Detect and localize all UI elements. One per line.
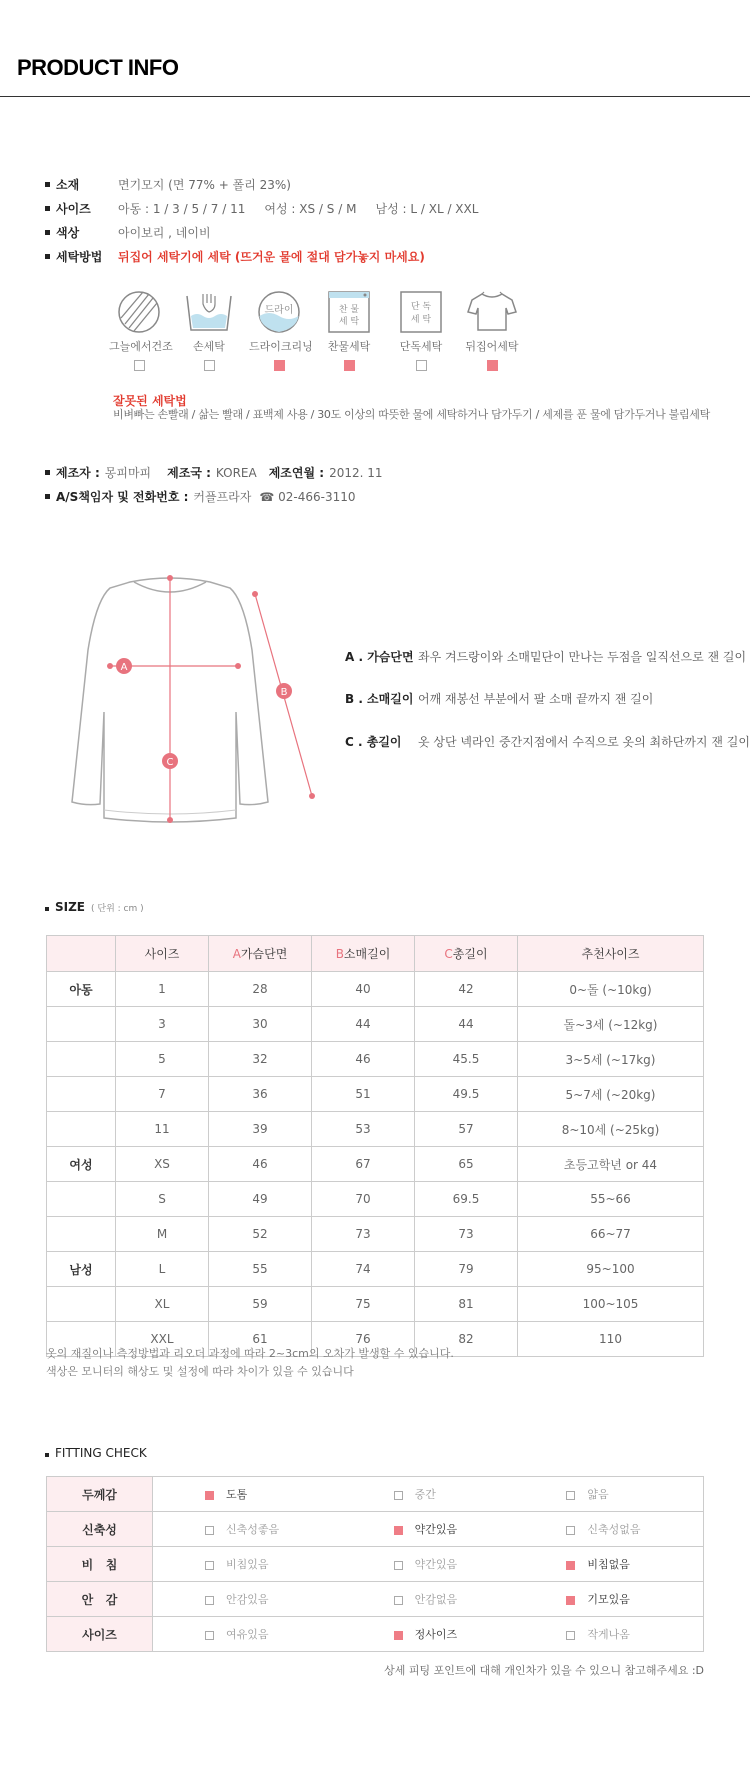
checkbox-icon xyxy=(566,1526,575,1535)
header-group xyxy=(47,936,116,972)
size-group-cell xyxy=(47,1112,116,1147)
fitting-option-label: 비침없음 xyxy=(587,1558,630,1571)
fitting-option-label: 여유있음 xyxy=(226,1628,269,1641)
sleeve-dot-bottom xyxy=(309,793,315,799)
svg-text:세 탁: 세 탁 xyxy=(410,315,432,325)
bullet-icon xyxy=(45,907,49,911)
sizes-label: 사이즈 xyxy=(56,202,91,216)
size-section-title xyxy=(45,900,144,914)
checkbox-icon xyxy=(566,1491,575,1500)
fitting-option xyxy=(153,1582,342,1617)
size-group-cell: 아동 xyxy=(47,972,116,1007)
sleeve-cell: 53 xyxy=(312,1112,415,1147)
measurement-diagram xyxy=(40,570,330,830)
length-cell: 73 xyxy=(415,1217,518,1252)
as-row xyxy=(45,488,356,505)
chest-cell: 49 xyxy=(209,1182,312,1217)
length-cell: 81 xyxy=(415,1287,518,1322)
recommend-cell: 110 xyxy=(518,1322,704,1357)
recommend-cell: 3~5세 (~17kg) xyxy=(518,1042,704,1077)
checked-box-icon xyxy=(566,1596,575,1605)
bullet-icon xyxy=(45,206,50,211)
wash-item-inside-out xyxy=(462,290,522,371)
sleeve-cell: 73 xyxy=(312,1217,415,1252)
size-group-cell xyxy=(47,1287,116,1322)
fitting-option-selected xyxy=(514,1547,703,1582)
length-cell: 65 xyxy=(415,1147,518,1182)
checkbox-icon xyxy=(394,1491,403,1500)
length-dot-top xyxy=(167,575,173,581)
checked-box-icon xyxy=(394,1526,403,1535)
fitting-footnote: 상세 피팅 포인트에 대해 개인차가 있을 수 있으니 참고해주세요 :D xyxy=(384,1664,704,1677)
header-sleeve: B소매길이 xyxy=(312,936,415,972)
fitting-row xyxy=(47,1582,704,1617)
size-table-row xyxy=(47,1007,704,1042)
wash-item-separate xyxy=(391,290,451,371)
size-table-row xyxy=(47,1217,704,1252)
size-cell: XXL xyxy=(116,1322,209,1357)
fitting-option-selected xyxy=(153,1477,342,1512)
size-cell: S xyxy=(116,1182,209,1217)
length-dot-bottom xyxy=(167,817,173,823)
sleeve-cell: 51 xyxy=(312,1077,415,1112)
checked-box-icon xyxy=(566,1561,575,1570)
fitting-row xyxy=(47,1617,704,1652)
chest-cell: 59 xyxy=(209,1287,312,1322)
colors-row xyxy=(45,224,211,241)
measure-desc: 옷 상단 넥라인 중간지점에서 수직으로 옷의 최하단까지 잰 길이 xyxy=(418,735,750,749)
material-row xyxy=(45,176,291,193)
sleeve-cell: 40 xyxy=(312,972,415,1007)
sleeve-cell: 76 xyxy=(312,1322,415,1357)
washing-label: 세탁방법 xyxy=(56,250,103,264)
inside-out-icon xyxy=(466,290,518,334)
chest-cell: 36 xyxy=(209,1077,312,1112)
bullet-icon xyxy=(45,230,50,235)
size-table-row xyxy=(47,1252,704,1287)
chest-cell: 39 xyxy=(209,1112,312,1147)
length-cell: 44 xyxy=(415,1007,518,1042)
bullet-icon xyxy=(45,1453,49,1457)
recommend-cell: 초등고학년 or 44 xyxy=(518,1147,704,1182)
size-cell: 11 xyxy=(116,1112,209,1147)
wash-label: 손세탁 xyxy=(193,340,225,353)
chest-cell: 55 xyxy=(209,1252,312,1287)
wash-checkbox xyxy=(204,360,215,371)
fitting-option xyxy=(153,1512,342,1547)
sleeve-cell: 46 xyxy=(312,1042,415,1077)
wash-label: 찬물세탁 xyxy=(327,340,371,353)
size-table-row xyxy=(47,972,704,1007)
fitting-option-label: 약간있음 xyxy=(414,1523,458,1536)
fitting-section-title xyxy=(45,1446,147,1460)
wash-item-shade-dry xyxy=(109,290,173,371)
size-note-1: 옷의 재질이나 측정방법과 리오더 과정에 따라 2~3cm의 오차가 발생할 수 있습니다. xyxy=(46,1347,454,1360)
fitting-option-selected xyxy=(342,1512,515,1547)
recommend-cell: 돌~3세 (~12kg) xyxy=(518,1007,704,1042)
material-label: 소재 xyxy=(56,178,80,192)
size-table-row xyxy=(47,1042,704,1077)
page-title: PRODUCT INFO xyxy=(17,55,179,80)
size-cell: XS xyxy=(116,1147,209,1182)
sleeve-cell: 74 xyxy=(312,1252,415,1287)
fitting-label: 사이즈 xyxy=(47,1617,153,1652)
header-chest: A가슴단면 xyxy=(209,936,312,972)
recommend-cell: 55~66 xyxy=(518,1182,704,1217)
chest-cell: 30 xyxy=(209,1007,312,1042)
length-cell: 82 xyxy=(415,1322,518,1357)
wash-label: 뒤집어세탁 xyxy=(465,340,519,353)
size-table xyxy=(46,935,704,1357)
fitting-table xyxy=(46,1476,704,1652)
size-group-cell xyxy=(47,1077,116,1112)
chest-cell: 61 xyxy=(209,1322,312,1357)
size-table-row xyxy=(47,1077,704,1112)
svg-text:찬 물: 찬 물 xyxy=(338,305,360,315)
wash-checkbox-checked xyxy=(487,360,498,371)
recommend-cell: 0~돌 (~10kg) xyxy=(518,972,704,1007)
size-group-cell: 여성 xyxy=(47,1147,116,1182)
wash-checkbox-checked xyxy=(274,360,285,371)
marker-a-label: A xyxy=(120,662,128,673)
fitting-label: 비 침 xyxy=(47,1547,153,1582)
cold-wash-icon xyxy=(327,290,371,334)
wrong-wash-title: 잘못된 세탁법 xyxy=(113,394,187,408)
fitting-label: 신축성 xyxy=(47,1512,153,1547)
as-label: A/S책임자 및 전화번호 : xyxy=(56,490,189,504)
header-recommend: 추천사이즈 xyxy=(518,936,704,972)
checked-box-icon xyxy=(394,1631,403,1640)
maker-row xyxy=(45,464,383,481)
fitting-row xyxy=(47,1477,704,1512)
size-table-row xyxy=(47,1182,704,1217)
size-table-header xyxy=(47,936,704,972)
as-value: 커플프라자 xyxy=(193,490,252,504)
washing-value: 뒤집어 세탁기에 세탁 (뜨거운 물에 절대 담가놓지 마세요) xyxy=(118,250,425,264)
fitting-label: 안 감 xyxy=(47,1582,153,1617)
checkbox-icon xyxy=(205,1561,214,1570)
measure-desc: 어깨 재봉선 부분에서 팔 소매 끝까지 잰 길이 xyxy=(418,692,654,706)
fitting-option-label: 기모있음 xyxy=(587,1593,630,1606)
sizes-value: 아동 : 1 / 3 / 5 / 7 / 11 여성 : XS / S / M 남성 : L / XL / XXL xyxy=(118,202,479,216)
sleeve-dot-top xyxy=(252,591,258,597)
chest-cell: 52 xyxy=(209,1217,312,1252)
size-note-2: 색상은 모니터의 해상도 및 설정에 따라 차이가 있을 수 있습니다 xyxy=(46,1365,354,1378)
measure-key: C . 총길이 xyxy=(345,735,402,749)
maker-label: 제조자 : xyxy=(56,466,100,480)
fitting-option-label: 신축성없음 xyxy=(587,1523,641,1536)
size-group-cell xyxy=(47,1217,116,1252)
chest-dot-left xyxy=(107,663,113,669)
separate-wash-icon xyxy=(399,290,443,334)
size-group-cell xyxy=(47,1182,116,1217)
fitting-option xyxy=(153,1617,342,1652)
wash-checkbox xyxy=(416,360,427,371)
sleeve-cell: 70 xyxy=(312,1182,415,1217)
country-label: 제조국 : xyxy=(167,466,211,480)
recommend-cell: 5~7세 (~20kg) xyxy=(518,1077,704,1112)
fitting-option-label: 안감없음 xyxy=(414,1593,458,1606)
bullet-icon xyxy=(45,494,50,499)
fitting-option xyxy=(342,1477,515,1512)
fitting-option xyxy=(342,1582,515,1617)
header-length: C총길이 xyxy=(415,936,518,972)
dry-clean-icon xyxy=(255,290,303,334)
fitting-option-label: 얇음 xyxy=(587,1488,609,1501)
measure-desc: 좌우 겨드랑이와 소매밑단이 만나는 두점을 일직선으로 잰 길이 xyxy=(418,650,747,664)
svg-text:세 탁: 세 탁 xyxy=(338,317,360,327)
sleeve-cell: 44 xyxy=(312,1007,415,1042)
header-size: 사이즈 xyxy=(116,936,209,972)
size-cell: 5 xyxy=(116,1042,209,1077)
fitting-option-label: 작게나옴 xyxy=(587,1628,630,1641)
size-cell: 1 xyxy=(116,972,209,1007)
measure-row-c xyxy=(345,733,750,750)
fitting-option-label: 중간 xyxy=(414,1488,436,1501)
wash-label: 단독세탁 xyxy=(399,340,443,353)
fitting-label: 두께감 xyxy=(47,1477,153,1512)
recommend-cell: 95~100 xyxy=(518,1252,704,1287)
date-value: 2012. 11 xyxy=(329,465,383,480)
washing-row xyxy=(45,248,425,265)
checkbox-icon xyxy=(566,1631,575,1640)
length-cell: 42 xyxy=(415,972,518,1007)
marker-b-label: B xyxy=(280,687,288,698)
recommend-cell: 8~10세 (~25kg) xyxy=(518,1112,704,1147)
colors-value: 아이보리 , 네이비 xyxy=(118,226,211,240)
fitting-option-selected xyxy=(342,1617,515,1652)
fitting-row xyxy=(47,1512,704,1547)
size-group-cell: 남성 xyxy=(47,1252,116,1287)
length-cell: 57 xyxy=(415,1112,518,1147)
sleeve-cell: 75 xyxy=(312,1287,415,1322)
maker-value: 몽피마피 xyxy=(104,466,152,480)
fitting-option-label: 비침있음 xyxy=(226,1558,269,1571)
size-table-row xyxy=(47,1112,704,1147)
fitting-option xyxy=(153,1547,342,1582)
length-cell: 45.5 xyxy=(415,1042,518,1077)
wash-checkbox-checked xyxy=(344,360,355,371)
wrong-wash-desc: 비벼빠는 손빨래 / 삶는 빨래 / 표백제 사용 / 30도 이상의 따뜻한 물에 세탁하거나 담가두기 / 세제를 푼 물에 담가두거나 불림세탁 xyxy=(113,408,710,421)
wash-item-hand xyxy=(179,290,239,371)
fitting-option-label: 도톰 xyxy=(226,1488,248,1501)
chest-cell: 32 xyxy=(209,1042,312,1077)
checkbox-icon xyxy=(394,1561,403,1570)
measure-key: A . 가슴단면 xyxy=(345,650,414,664)
fitting-option-label: 정사이즈 xyxy=(414,1628,458,1641)
checkbox-icon xyxy=(205,1631,214,1640)
fitting-row xyxy=(47,1547,704,1582)
chest-cell: 28 xyxy=(209,972,312,1007)
date-label: 제조연월 : xyxy=(268,466,325,480)
size-table-row xyxy=(47,1147,704,1182)
bullet-icon xyxy=(45,470,50,475)
fitting-option xyxy=(514,1477,703,1512)
size-cell: 7 xyxy=(116,1077,209,1112)
size-cell: 3 xyxy=(116,1007,209,1042)
checkbox-icon xyxy=(394,1596,403,1605)
fitting-option-label: 약간있음 xyxy=(414,1558,458,1571)
recommend-cell: 66~77 xyxy=(518,1217,704,1252)
measure-row-b xyxy=(345,690,653,707)
size-cell: XL xyxy=(116,1287,209,1322)
checkbox-icon xyxy=(205,1596,214,1605)
svg-text:단 독: 단 독 xyxy=(410,302,432,312)
wash-label: 드라이크리닝 xyxy=(249,340,313,353)
fitting-option xyxy=(342,1547,515,1582)
colors-label: 색상 xyxy=(56,226,80,240)
recommend-cell: 100~105 xyxy=(518,1287,704,1322)
header-divider xyxy=(0,96,750,97)
wash-item-cold xyxy=(319,290,379,371)
size-table-row xyxy=(47,1287,704,1322)
bullet-icon xyxy=(45,254,50,259)
measure-row-a xyxy=(345,648,746,665)
checkbox-icon xyxy=(205,1526,214,1535)
fitting-title: FITTING CHECK xyxy=(55,1446,147,1460)
size-title: SIZE xyxy=(55,900,86,914)
wash-checkbox xyxy=(134,360,145,371)
fitting-option xyxy=(514,1512,703,1547)
length-cell: 69.5 xyxy=(415,1182,518,1217)
sizes-row xyxy=(45,200,478,217)
country-value: KOREA xyxy=(215,465,257,480)
measure-key: B . 소매길이 xyxy=(345,692,414,706)
sleeve-cell: 67 xyxy=(312,1147,415,1182)
marker-c-label: C xyxy=(166,757,174,768)
length-cell: 79 xyxy=(415,1252,518,1287)
fitting-option-label: 신축성좋음 xyxy=(226,1523,280,1536)
fitting-option xyxy=(514,1617,703,1652)
size-unit: ( 단위 : cm ) xyxy=(91,904,144,914)
wash-item-dry-clean xyxy=(249,290,313,371)
chest-cell: 46 xyxy=(209,1147,312,1182)
wash-label: 그늘에서건조 xyxy=(109,340,173,353)
material-value: 면기모지 (면 77% + 폴리 23%) xyxy=(118,178,291,192)
fitting-option-label: 안감있음 xyxy=(226,1593,269,1606)
checked-box-icon xyxy=(205,1491,214,1500)
size-cell: M xyxy=(116,1217,209,1252)
svg-text:드라이: 드라이 xyxy=(264,305,294,316)
shade-dry-icon xyxy=(115,290,163,334)
phone-value: ☎ 02-466-3110 xyxy=(259,489,356,504)
chest-dot-right xyxy=(235,663,241,669)
size-group-cell xyxy=(47,1007,116,1042)
size-group-cell xyxy=(47,1042,116,1077)
size-cell: L xyxy=(116,1252,209,1287)
hand-wash-icon xyxy=(183,290,235,334)
bullet-icon xyxy=(45,182,50,187)
fitting-option-selected xyxy=(514,1582,703,1617)
length-cell: 49.5 xyxy=(415,1077,518,1112)
